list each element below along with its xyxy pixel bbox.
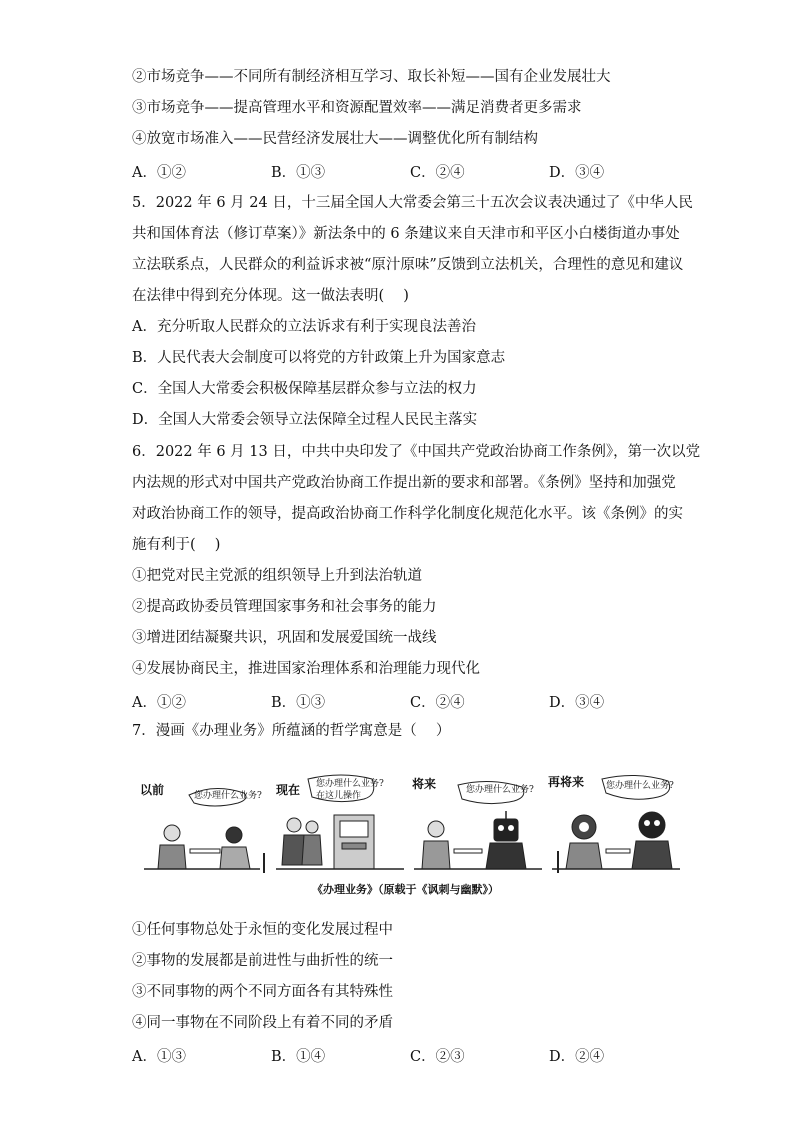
q7-option-a[interactable]: A．①③ [132,1049,186,1065]
speech-bubble-now-1: 您办理什么业务? [316,779,384,789]
q7-options [132,1045,672,1063]
q7-statement-3: ③不同事物的两个不同方面各有其特殊性 [132,984,393,1000]
q4-option-c[interactable]: C．②④ [410,165,465,181]
q6-option-a[interactable]: A．①② [132,695,186,711]
speech-bubble-future: 您办理什么业务? [466,785,534,795]
q5-option-a[interactable]: A．充分听取人民群众的立法诉求有利于实现良法善治 [132,319,476,335]
q6-statement-2: ②提高政协委员管理国家事务和社会事务的能力 [132,599,437,615]
q5-stem-2: 共和国体育法（修订草案）》新法条中的 6 条建议来自天津市和平区小白楼街道办事处 [132,226,680,242]
q6-option-c[interactable]: C．②④ [410,695,465,711]
cartoon-panel-further-future [548,765,684,877]
q6-stem-2: 内法规的形式对中国共产党政治协商工作提出新的要求和部署。《条例》坚持和加强党 [132,475,676,491]
q7-option-b[interactable]: B．①④ [271,1049,326,1065]
q6-stem-4: 施有利于( ) [132,537,221,553]
q6-option-d[interactable]: D．③④ [549,695,605,711]
q5-stem-1: 5．2022 年 6 月 24 日，十三届全国人大常委会第三十五次会议表决通过了《中华人民 [132,195,693,211]
q4-option-d[interactable]: D．③④ [549,165,605,181]
q6-stem-3: 对政治协商工作的领导，提高政治协商工作科学化制度化规范化水平。该《条例》的实 [132,506,683,522]
q4-statement-4: ④放宽市场准入——民营经济发展壮大——调整优化所有制结构 [132,131,538,147]
q4-options [132,161,672,179]
speech-bubble-now-2: 在这儿操作 [316,791,362,801]
q4-option-a[interactable]: A．①② [132,165,186,181]
q7-statement-4: ④同一事物在不同阶段上有着不同的矛盾 [132,1015,393,1031]
q7-statement-1: ①任何事物总处于永恒的变化发展过程中 [132,922,393,938]
q6-statement-1: ①把党对民主党派的组织领导上升到法治轨道 [132,568,422,584]
q6-option-b[interactable]: B．①③ [271,695,326,711]
q5-option-b[interactable]: B．人民代表大会制度可以将党的方针政策上升为国家意志 [132,350,506,366]
cartoon-panel-future [410,765,546,877]
q6-statement-3: ③增进团结凝聚共识，巩固和发展爱国统一战线 [132,630,437,646]
q7-option-d[interactable]: D．②④ [549,1049,605,1065]
q7-statement-2: ②事物的发展都是前进性与曲折性的统一 [132,953,393,969]
speech-bubble-before: 您办理什么业务? [194,791,262,801]
panel-label-before: 以前 [140,783,165,797]
panel-label-now: 现在 [276,783,301,797]
q6-options [132,691,672,709]
q6-stem-1: 6．2022 年 6 月 13 日，中共中央印发了《中国共产党政治协商工作条例》，第一次以党 [132,444,701,460]
q5-option-d[interactable]: D．全国人大常委会领导立法保障全过程人民民主落实 [132,412,478,428]
q4-option-b[interactable]: B．①③ [271,165,326,181]
q5-stem-3: 立法联系点，人民群众的利益诉求被“原汁原味”反馈到立法机关，合理性的意见和建议 [132,257,684,273]
q7-option-c[interactable]: C．②③ [410,1049,465,1065]
cartoon-caption: 《办理业务》（原载于《讽刺与幽默》） [312,883,499,896]
q7-stem: 7．漫画《办理业务》所蕴涵的哲学寓意是（ ） [132,723,451,739]
cartoon-strip [134,765,686,897]
cartoon-panel-before [134,765,270,877]
panel-label-future: 将来 [412,777,437,791]
q6-statement-4: ④发展协商民主，推进国家治理体系和治理能力现代化 [132,661,480,677]
q4-statement-3: ③市场竞争——提高管理水平和资源配置效率——满足消费者更多需求 [132,100,582,116]
q4-statement-2: ②市场竞争——不同所有制经济相互学习、取长补短——国有企业发展壮大 [132,69,611,85]
speech-bubble-further-future: 您办理什么业务? [606,781,674,791]
q5-stem-4: 在法律中得到充分体现。这一做法表明( ) [132,288,409,304]
cartoon-panel-now [272,765,408,877]
q5-option-c[interactable]: C．全国人大常委会积极保障基层群众参与立法的权力 [132,381,477,397]
panel-label-further-future: 再将来 [548,775,585,789]
